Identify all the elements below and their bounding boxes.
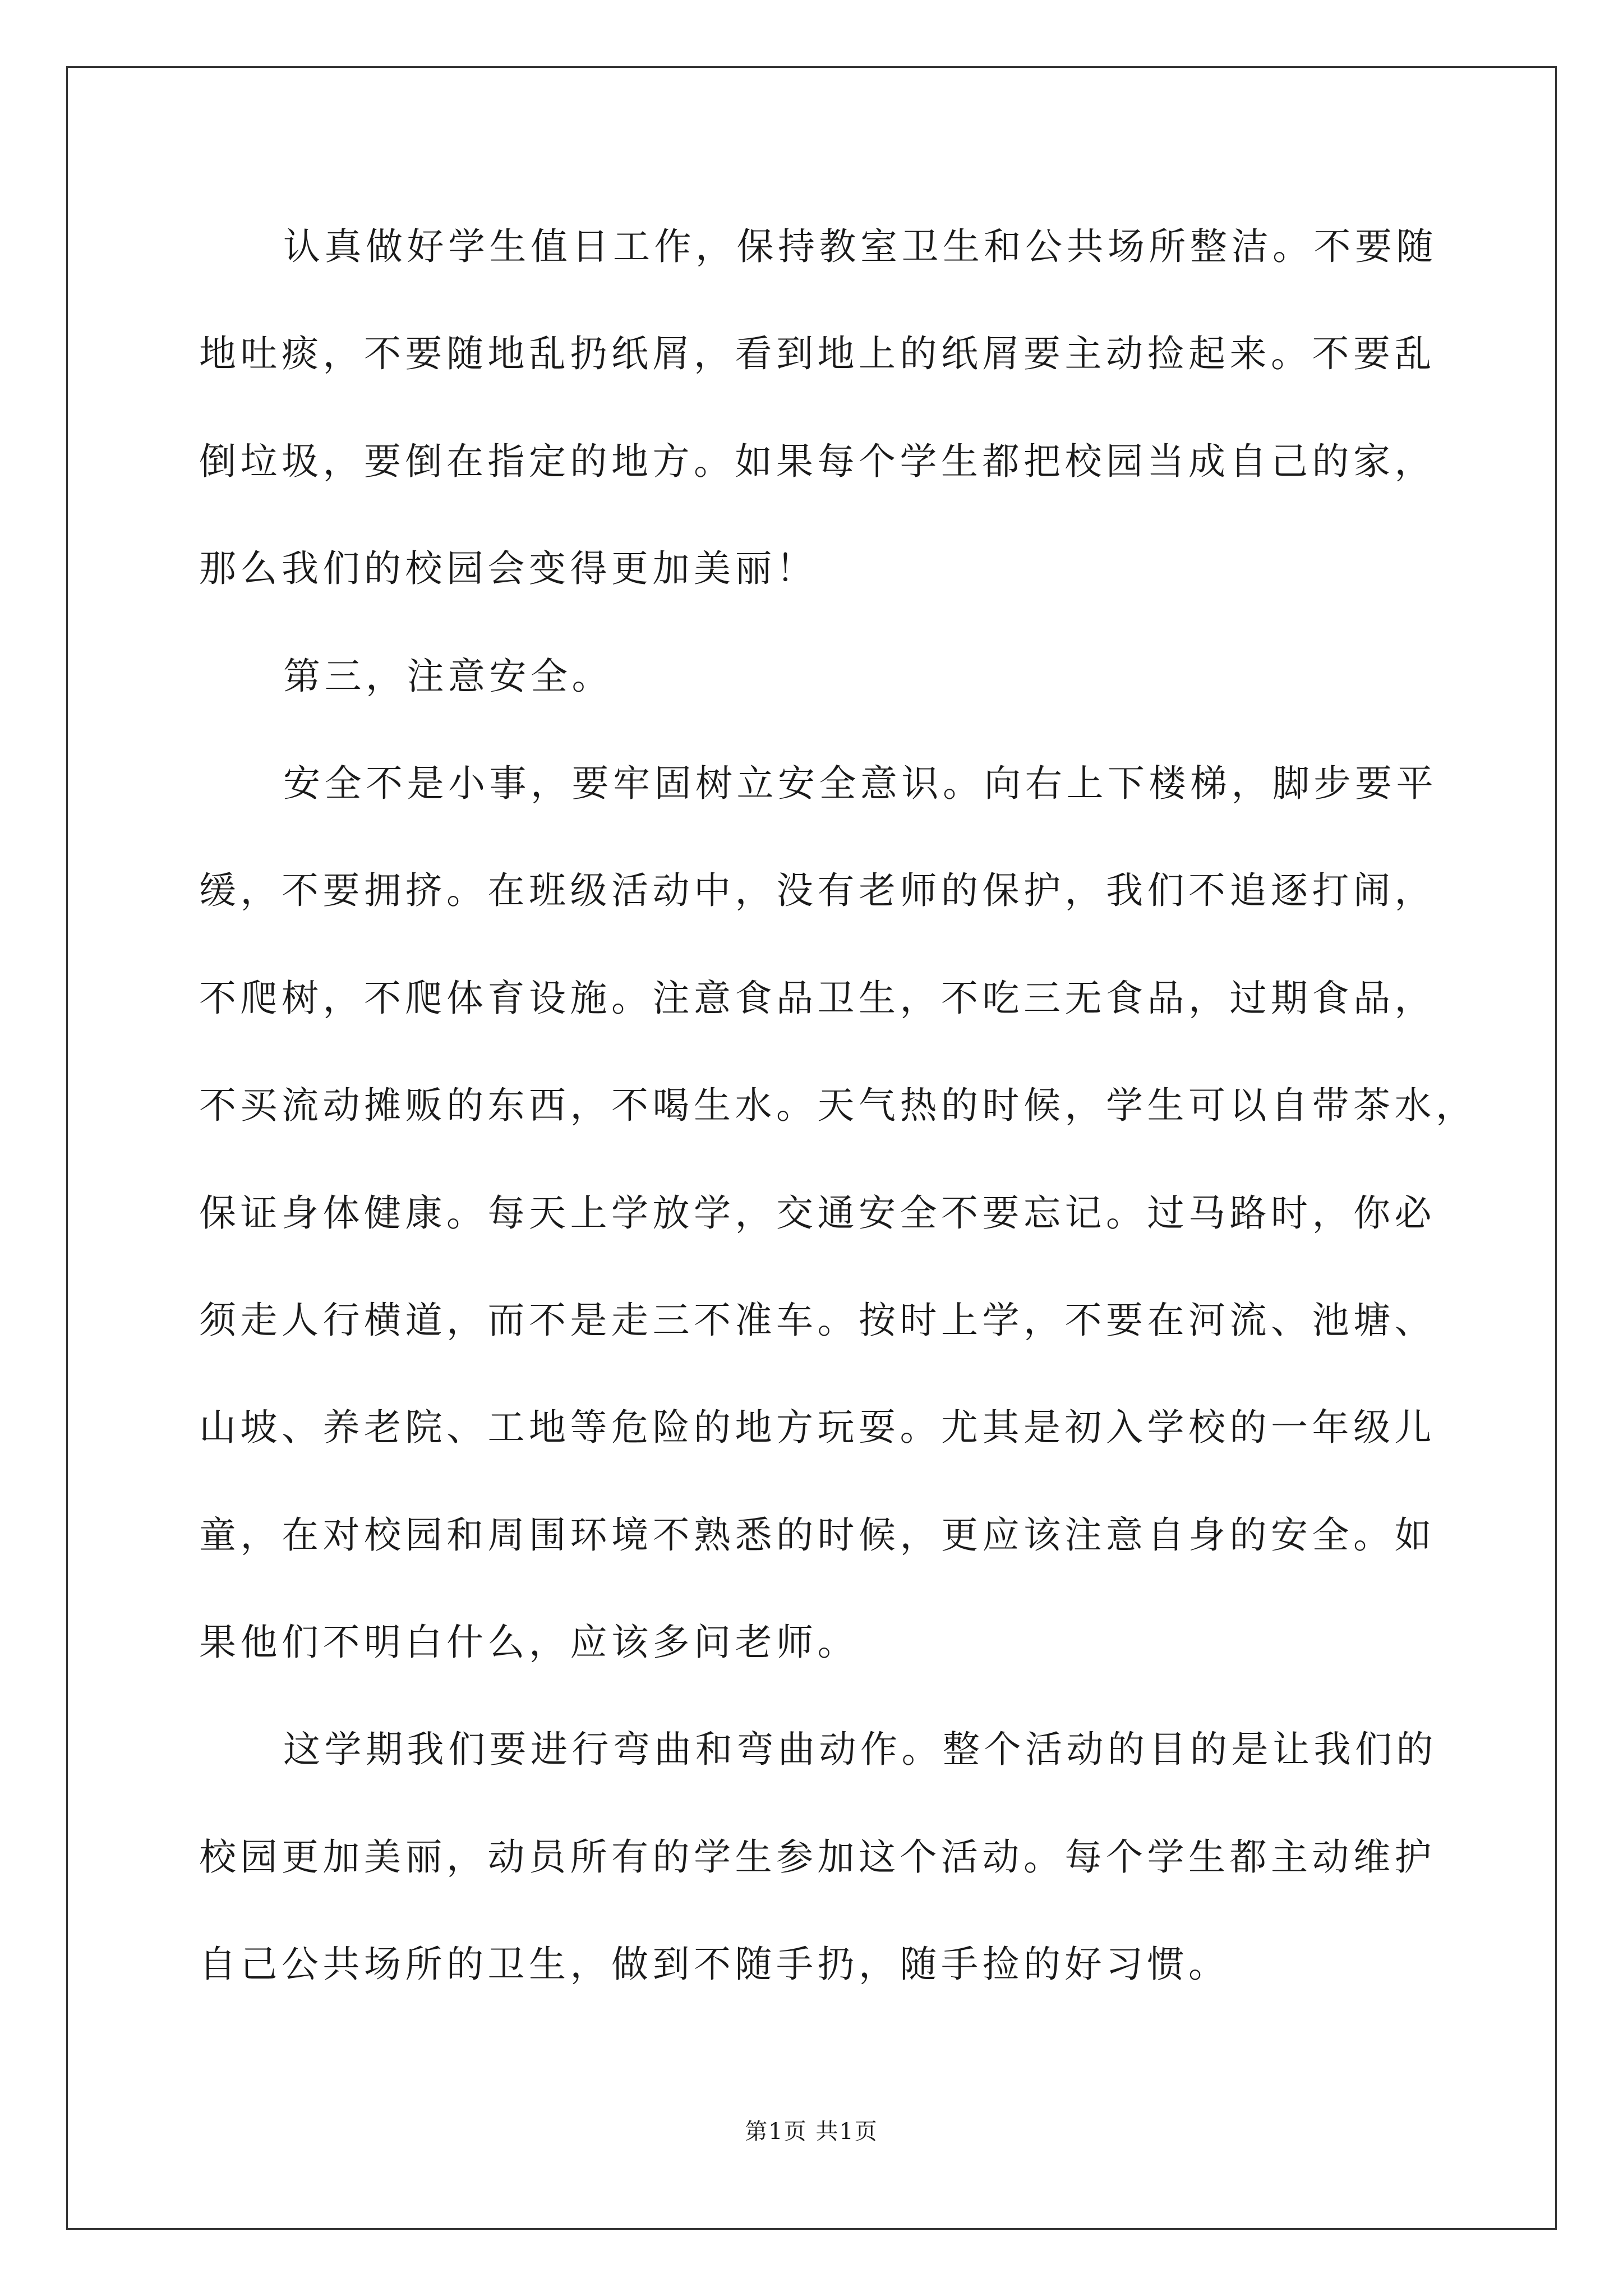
paragraph-line: 那么我们的校园会变得更加美丽！ [199, 547, 818, 591]
paragraph-line: 缓，不要拥挤。在班级活动中，没有老师的保护，我们不追逐打闹， [199, 869, 1436, 913]
document-body [199, 210, 1477, 2036]
paragraph-line: 倒垃圾，要倒在指定的地方。如果每个学生都把校园当成自己的家， [199, 439, 1436, 483]
section-heading: 第三，注意安全。 [283, 654, 613, 698]
paragraph-line: 山坡、养老院、工地等危险的地方玩耍。尤其是初入学校的一年级儿 [199, 1406, 1436, 1450]
paragraph-line: 安全不是小事，要牢固树立安全意识。向右上下楼梯，脚步要平 [283, 761, 1437, 805]
paragraph-line: 须走人行横道，而不是走三不准车。按时上学，不要在河流、池塘、 [199, 1298, 1436, 1342]
paragraph-line: 自己公共场所的卫生，做到不随手扔，随手捡的好习惯。 [199, 1943, 1230, 1986]
paragraph-line: 果他们不明白什么，应该多问老师。 [199, 1621, 859, 1664]
paragraph-line: 校园更加美丽，动员所有的学生参加这个活动。每个学生都主动维护 [199, 1835, 1436, 1879]
paragraph-line: 保证身体健康。每天上学放学，交通安全不要忘记。过马路时，你必 [199, 1191, 1436, 1235]
paragraph-line: 不买流动摊贩的东西，不喝生水。天气热的时候，学生可以自带茶水， [199, 1084, 1477, 1128]
paragraph-line: 这学期我们要进行弯曲和弯曲动作。整个活动的目的是让我们的 [283, 1728, 1437, 1772]
paragraph-line: 童，在对校园和周围环境不熟悉的时候，更应该注意自身的安全。如 [199, 1513, 1436, 1557]
page-number-footer: 第1页 共1页 [745, 2119, 878, 2145]
paragraph-line: 地吐痰，不要随地乱扔纸屑，看到地上的纸屑要主动捡起来。不要乱 [199, 332, 1436, 376]
paragraph-line: 认真做好学生值日工作，保持教室卫生和公共场所整洁。不要随 [283, 225, 1437, 268]
paragraph-line: 不爬树，不爬体育设施。注意食品卫生，不吃三无食品，过期食品， [199, 976, 1436, 1020]
